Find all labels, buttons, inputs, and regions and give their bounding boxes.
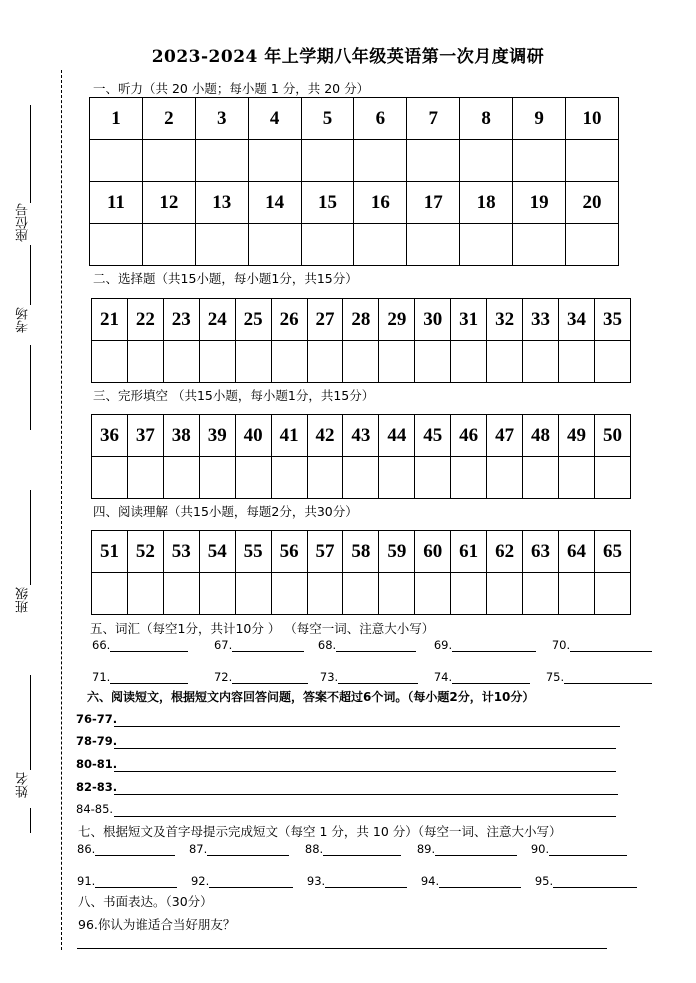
answer-box[interactable]	[301, 140, 354, 182]
section-2-heading: 二、选择题（共15小题，每小题1分，共15分）	[93, 271, 358, 286]
question-number: 33	[523, 299, 559, 341]
passage-fill-row-2	[77, 874, 637, 888]
answer-box[interactable]	[90, 224, 143, 266]
vocab-blank[interactable]	[452, 639, 536, 652]
answer-box[interactable]	[415, 573, 451, 615]
question-number: 60	[415, 531, 451, 573]
short-answer-label: 76-77.	[76, 712, 118, 726]
question-number: 30	[415, 299, 451, 341]
answer-box[interactable]	[415, 457, 451, 499]
section-8-heading: 八、书面表达。（30分）	[78, 894, 213, 909]
question-number: 62	[487, 531, 523, 573]
blank-number: 68.	[317, 638, 337, 652]
blank-number: 88.	[304, 842, 324, 856]
question-number: 39	[199, 415, 235, 457]
section-3-heading: 三、完形填空 （共15小题，每小题1分，共15分）	[93, 388, 375, 403]
answer-box[interactable]	[594, 573, 630, 615]
answer-box[interactable]	[142, 140, 195, 182]
question-number: 29	[379, 299, 415, 341]
question-number: 32	[487, 299, 523, 341]
answer-box[interactable]	[415, 341, 451, 383]
question-number: 28	[343, 299, 379, 341]
section-4-heading: 四、阅读理解（共15小题，每题2分，共30分）	[93, 504, 358, 519]
short-answer-line[interactable]	[114, 726, 620, 727]
question-number: 7	[407, 98, 460, 140]
answer-box[interactable]	[163, 341, 199, 383]
answer-box[interactable]	[235, 457, 271, 499]
answer-box[interactable]	[460, 224, 513, 266]
question-number: 8	[460, 98, 513, 140]
reading-answer-grid	[91, 530, 631, 615]
question-number: 18	[460, 182, 513, 224]
passage-blank[interactable]	[323, 843, 401, 856]
answer-box[interactable]	[307, 341, 343, 383]
passage-fill-row-1	[77, 842, 627, 856]
answer-box[interactable]	[523, 457, 559, 499]
question-number: 44	[379, 415, 415, 457]
blank-number: 94.	[420, 874, 440, 888]
question-number: 48	[523, 415, 559, 457]
answer-box[interactable]	[407, 140, 460, 182]
section-6-heading: 六、阅读短文，根据短文内容回答问题，答案不超过6个词。（每小题2分，计10分）	[87, 690, 535, 704]
blank-number: 74.	[433, 670, 453, 684]
blank-number: 66.	[92, 638, 111, 652]
blank-number: 95.	[534, 874, 554, 888]
blank-number: 70.	[551, 638, 571, 652]
question-number: 25	[235, 299, 271, 341]
answer-box[interactable]	[195, 224, 248, 266]
question-number: 3	[195, 98, 248, 140]
question-number: 22	[127, 299, 163, 341]
answer-box[interactable]	[235, 341, 271, 383]
answer-box[interactable]	[92, 341, 128, 383]
question-number: 58	[343, 531, 379, 573]
question-number: 59	[379, 531, 415, 573]
question-number: 57	[307, 531, 343, 573]
answer-box[interactable]	[594, 457, 630, 499]
writing-prompt: 96.你认为谁适合当好朋友？	[78, 917, 236, 932]
question-number: 63	[523, 531, 559, 573]
answer-box[interactable]	[451, 457, 487, 499]
vocab-row-1	[92, 638, 652, 652]
blank-number: 75.	[545, 670, 565, 684]
answer-box[interactable]	[343, 341, 379, 383]
vocab-blank[interactable]	[570, 639, 652, 652]
question-number: 31	[451, 299, 487, 341]
answer-box[interactable]	[379, 457, 415, 499]
answer-box[interactable]	[90, 140, 143, 182]
passage-blank[interactable]	[207, 843, 289, 856]
section-5-heading: 五、词汇（每空1分，共计10分 ） （每空一词、注意大小写）	[90, 621, 435, 636]
name-label: 姓名	[16, 772, 31, 798]
answer-box[interactable]	[558, 341, 594, 383]
question-number: 19	[513, 182, 566, 224]
answer-box[interactable]	[301, 224, 354, 266]
vocab-blank[interactable]	[232, 671, 308, 684]
cloze-answer-grid	[91, 414, 631, 499]
vocab-blank[interactable]	[338, 671, 418, 684]
answer-box[interactable]	[513, 224, 566, 266]
passage-blank[interactable]	[209, 875, 293, 888]
passage-blank[interactable]	[95, 843, 175, 856]
blank-number: 86.	[77, 842, 96, 856]
vocab-blank[interactable]	[232, 639, 304, 652]
vocab-blank[interactable]	[452, 671, 530, 684]
answer-box[interactable]	[127, 341, 163, 383]
short-answer-line[interactable]	[114, 794, 618, 795]
blank-number: 93.	[306, 874, 326, 888]
seat-number-label: 座位号	[16, 203, 31, 242]
answer-box[interactable]	[354, 224, 407, 266]
answer-box[interactable]	[523, 341, 559, 383]
vocab-blank[interactable]	[110, 639, 188, 652]
question-number: 42	[307, 415, 343, 457]
question-number: 4	[248, 98, 301, 140]
passage-blank[interactable]	[549, 843, 627, 856]
question-number: 45	[415, 415, 451, 457]
question-number: 15	[301, 182, 354, 224]
answer-box[interactable]	[460, 140, 513, 182]
blank-number: 87.	[188, 842, 208, 856]
section-1-heading: 一、听力（共 20 小题；每小题 1 分，共 20 分）	[93, 81, 370, 96]
answer-box[interactable]	[199, 573, 235, 615]
answer-box[interactable]	[127, 457, 163, 499]
answer-box[interactable]	[523, 573, 559, 615]
answer-box[interactable]	[248, 140, 301, 182]
answer-box[interactable]	[379, 341, 415, 383]
answer-box[interactable]	[487, 573, 523, 615]
question-number: 56	[271, 531, 307, 573]
short-answer-label: 82-83.	[76, 780, 118, 794]
answer-box[interactable]	[513, 140, 566, 182]
passage-blank[interactable]	[325, 875, 407, 888]
question-number: 36	[92, 415, 128, 457]
question-number: 5	[301, 98, 354, 140]
blank-number: 90.	[530, 842, 550, 856]
question-number: 10	[566, 98, 619, 140]
blank-number: 73.	[319, 670, 339, 684]
answer-box[interactable]	[127, 573, 163, 615]
answer-box[interactable]	[343, 457, 379, 499]
answer-box[interactable]	[558, 573, 594, 615]
answer-box[interactable]	[271, 457, 307, 499]
name-write-line-2	[30, 808, 31, 833]
vocab-blank[interactable]	[110, 671, 188, 684]
question-number: 50	[594, 415, 630, 457]
binding-dashed-line	[61, 70, 62, 950]
blank-number: 69.	[433, 638, 453, 652]
answer-box[interactable]	[343, 573, 379, 615]
answer-box[interactable]	[92, 457, 128, 499]
passage-blank[interactable]	[435, 843, 517, 856]
question-number: 64	[558, 531, 594, 573]
question-number: 65	[594, 531, 630, 573]
question-number: 16	[354, 182, 407, 224]
blank-number: 92.	[190, 874, 210, 888]
blank-number: 67.	[213, 638, 233, 652]
question-number: 13	[195, 182, 248, 224]
page-title: 2023-2024 年上学期八年级英语第一次月度调研	[151, 47, 545, 67]
question-number: 43	[343, 415, 379, 457]
answer-box[interactable]	[354, 140, 407, 182]
question-number: 46	[451, 415, 487, 457]
answer-box[interactable]	[451, 341, 487, 383]
short-answer-label: 80-81.	[76, 757, 118, 771]
writing-line[interactable]	[77, 948, 607, 949]
question-number: 14	[248, 182, 301, 224]
short-answer-line[interactable]	[114, 771, 616, 772]
question-number: 40	[235, 415, 271, 457]
question-number: 49	[558, 415, 594, 457]
passage-blank[interactable]	[553, 875, 637, 888]
question-number: 1	[90, 98, 143, 140]
vocab-blank[interactable]	[336, 639, 416, 652]
answer-box[interactable]	[271, 573, 307, 615]
answer-box[interactable]	[451, 573, 487, 615]
question-number: 20	[566, 182, 619, 224]
answer-box[interactable]	[594, 341, 630, 383]
short-answer-label: 78-79.	[76, 734, 118, 748]
answer-box[interactable]	[248, 224, 301, 266]
seat-write-line	[30, 105, 31, 203]
answer-box[interactable]	[307, 457, 343, 499]
class-write-line	[30, 490, 31, 585]
blank-number: 89.	[416, 842, 436, 856]
answer-box[interactable]	[199, 341, 235, 383]
answer-box[interactable]	[92, 573, 128, 615]
answer-box[interactable]	[271, 341, 307, 383]
answer-box[interactable]	[307, 573, 343, 615]
question-number: 21	[92, 299, 128, 341]
answer-box[interactable]	[199, 457, 235, 499]
question-number: 61	[451, 531, 487, 573]
answer-box[interactable]	[487, 457, 523, 499]
exam-room-label: 考场	[16, 307, 31, 333]
question-number: 26	[271, 299, 307, 341]
question-number: 24	[199, 299, 235, 341]
question-number: 47	[487, 415, 523, 457]
question-number: 55	[235, 531, 271, 573]
blank-number: 71.	[92, 670, 111, 684]
question-number: 12	[142, 182, 195, 224]
answer-box[interactable]	[566, 224, 619, 266]
question-number: 41	[271, 415, 307, 457]
question-number: 54	[199, 531, 235, 573]
short-answer-line[interactable]	[114, 748, 616, 749]
answer-box[interactable]	[407, 224, 460, 266]
question-number: 34	[558, 299, 594, 341]
question-number: 51	[92, 531, 128, 573]
question-number: 6	[354, 98, 407, 140]
question-number: 37	[127, 415, 163, 457]
section-7-heading: 七、根据短文及首字母提示完成短文（每空 1 分，共 10 分）（每空一词、注意大小写）	[78, 824, 562, 839]
name-write-line	[30, 675, 31, 770]
answer-box[interactable]	[558, 457, 594, 499]
passage-blank[interactable]	[439, 875, 521, 888]
question-number: 9	[513, 98, 566, 140]
question-number: 27	[307, 299, 343, 341]
short-answer-label: 84-85.	[76, 802, 114, 816]
question-number: 2	[142, 98, 195, 140]
question-number: 53	[163, 531, 199, 573]
answer-box[interactable]	[487, 341, 523, 383]
class-label: 班级	[16, 587, 31, 613]
blank-number: 91.	[77, 874, 96, 888]
answer-box[interactable]	[163, 457, 199, 499]
question-number: 35	[594, 299, 630, 341]
question-number: 23	[163, 299, 199, 341]
answer-box[interactable]	[235, 573, 271, 615]
room-write-line	[30, 245, 31, 305]
listening-answer-grid	[89, 97, 619, 266]
answer-box[interactable]	[566, 140, 619, 182]
answer-box[interactable]	[379, 573, 415, 615]
answer-box[interactable]	[163, 573, 199, 615]
answer-box[interactable]	[142, 224, 195, 266]
vocab-blank[interactable]	[564, 671, 652, 684]
answer-box[interactable]	[195, 140, 248, 182]
choice-answer-grid	[91, 298, 631, 383]
vocab-row-2	[92, 670, 652, 684]
room-write-line-2	[30, 345, 31, 430]
question-number: 11	[90, 182, 143, 224]
blank-number: 72.	[213, 670, 233, 684]
question-number: 17	[407, 182, 460, 224]
short-answer-line[interactable]	[114, 816, 616, 817]
question-number: 52	[127, 531, 163, 573]
passage-blank[interactable]	[95, 875, 177, 888]
question-number: 38	[163, 415, 199, 457]
